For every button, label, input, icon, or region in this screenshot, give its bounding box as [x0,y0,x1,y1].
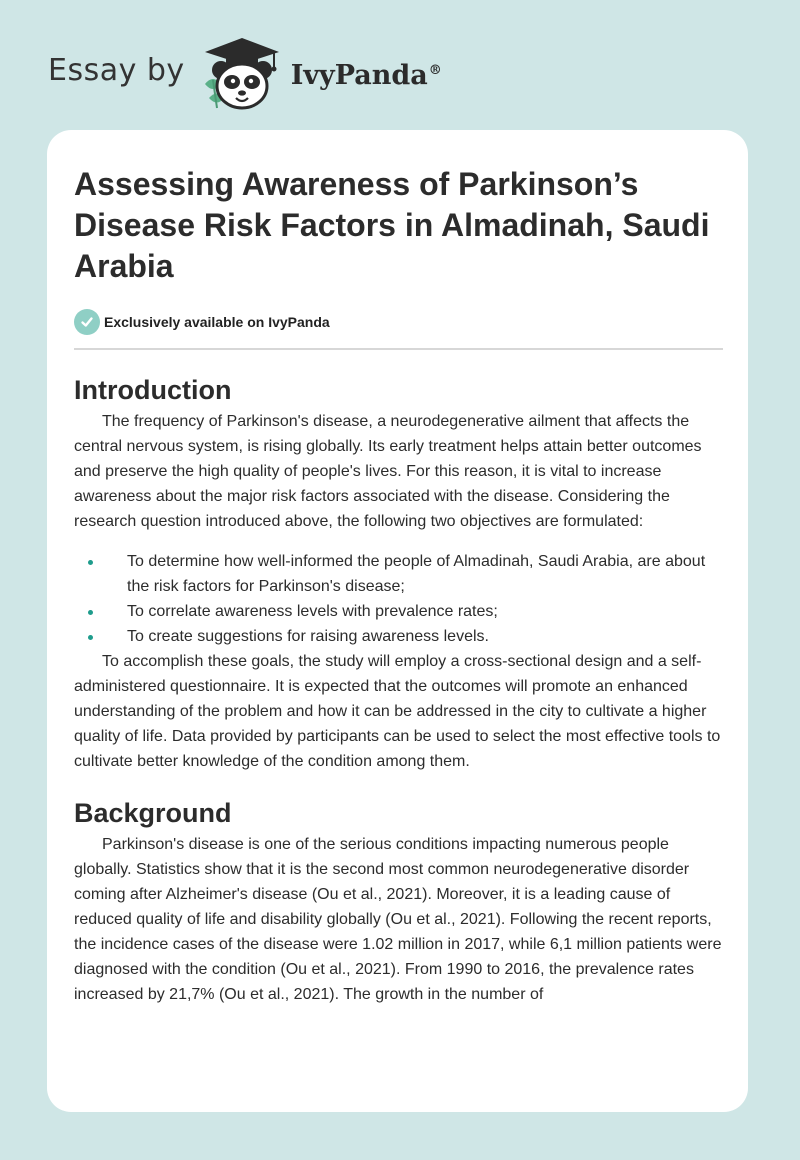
list-item-text: To correlate awareness levels with prevalence rates; [127,603,498,620]
list-item [74,599,723,624]
exclusive-badge [74,307,723,337]
list-item [74,624,723,649]
essay-title: Assessing Awareness of Parkinson’s Disease Risk Factors in Almadinah, Saudi Arabia [74,166,710,284]
introduction-section [74,371,723,774]
background-paragraph: Parkinson's disease is one of the serious conditions impacting numerous people globally. Statistics show that it is the second most common neurodegenerative disorder coming after Alzheimer's disease (Ou et al., 2021). Moreover, it is a leading cause of reduced quality of life and disability globally (Ou et al., 2021). Following the recent reports, the incidence cases of the disease were 1.02 million in 2017, while 6,1 million patients were diagnosed with the condition (Ou et al., 2021). From 1990 to 2016, the prevalence rates increased by 21,7% (Ou et al., 2021). The growth in the number of [74,836,722,1003]
background-heading: Background [74,798,232,828]
list-item-text: To determine how well-informed the people of Almadinah, Saudi Arabia, are about the risk factors for Parkinson's disease; [127,553,706,595]
exclusive-label: Exclusively available on IvyPanda [104,314,330,330]
brand-prefix: Essay by [48,52,185,88]
objectives-list [74,549,723,649]
site-brand[interactable] [48,34,442,114]
brand-name: IvyPanda® [290,59,442,91]
background-section [74,794,723,1007]
bullet-icon [88,610,93,615]
registered-mark: ® [428,62,442,78]
essay-card [47,130,748,1112]
list-item [74,549,723,599]
bullet-icon [88,635,93,640]
introduction-paragraph: To accomplish these goals, the study will employ a cross-sectional design and a self-administered questionnaire. It is expected that the outcomes will promote an enhanced understanding of the problem and how it can be addressed in the city to cultivate a higher quality of life. Data provided by participants can be used to select the most effective tools to cultivate better knowledge of the condition among them. [74,653,721,770]
introduction-paragraph: The frequency of Parkinson's disease, a neurodegenerative ailment that affects the central nervous system, is rising globally. Its early treatment helps attain better outcomes and preserve the high quality of people's lives. For this reason, it is vital to increase awareness about the major risk factors associated with the disease. Considering the research question introduced above, the following two objectives are formulated: [74,413,702,530]
introduction-heading: Introduction [74,375,232,405]
bullet-icon [88,560,93,565]
checkmark-icon [74,309,100,335]
panda-graduate-logo-icon [199,34,285,114]
list-item-text: To create suggestions for raising awareness levels. [127,628,489,645]
title-divider [74,348,723,350]
